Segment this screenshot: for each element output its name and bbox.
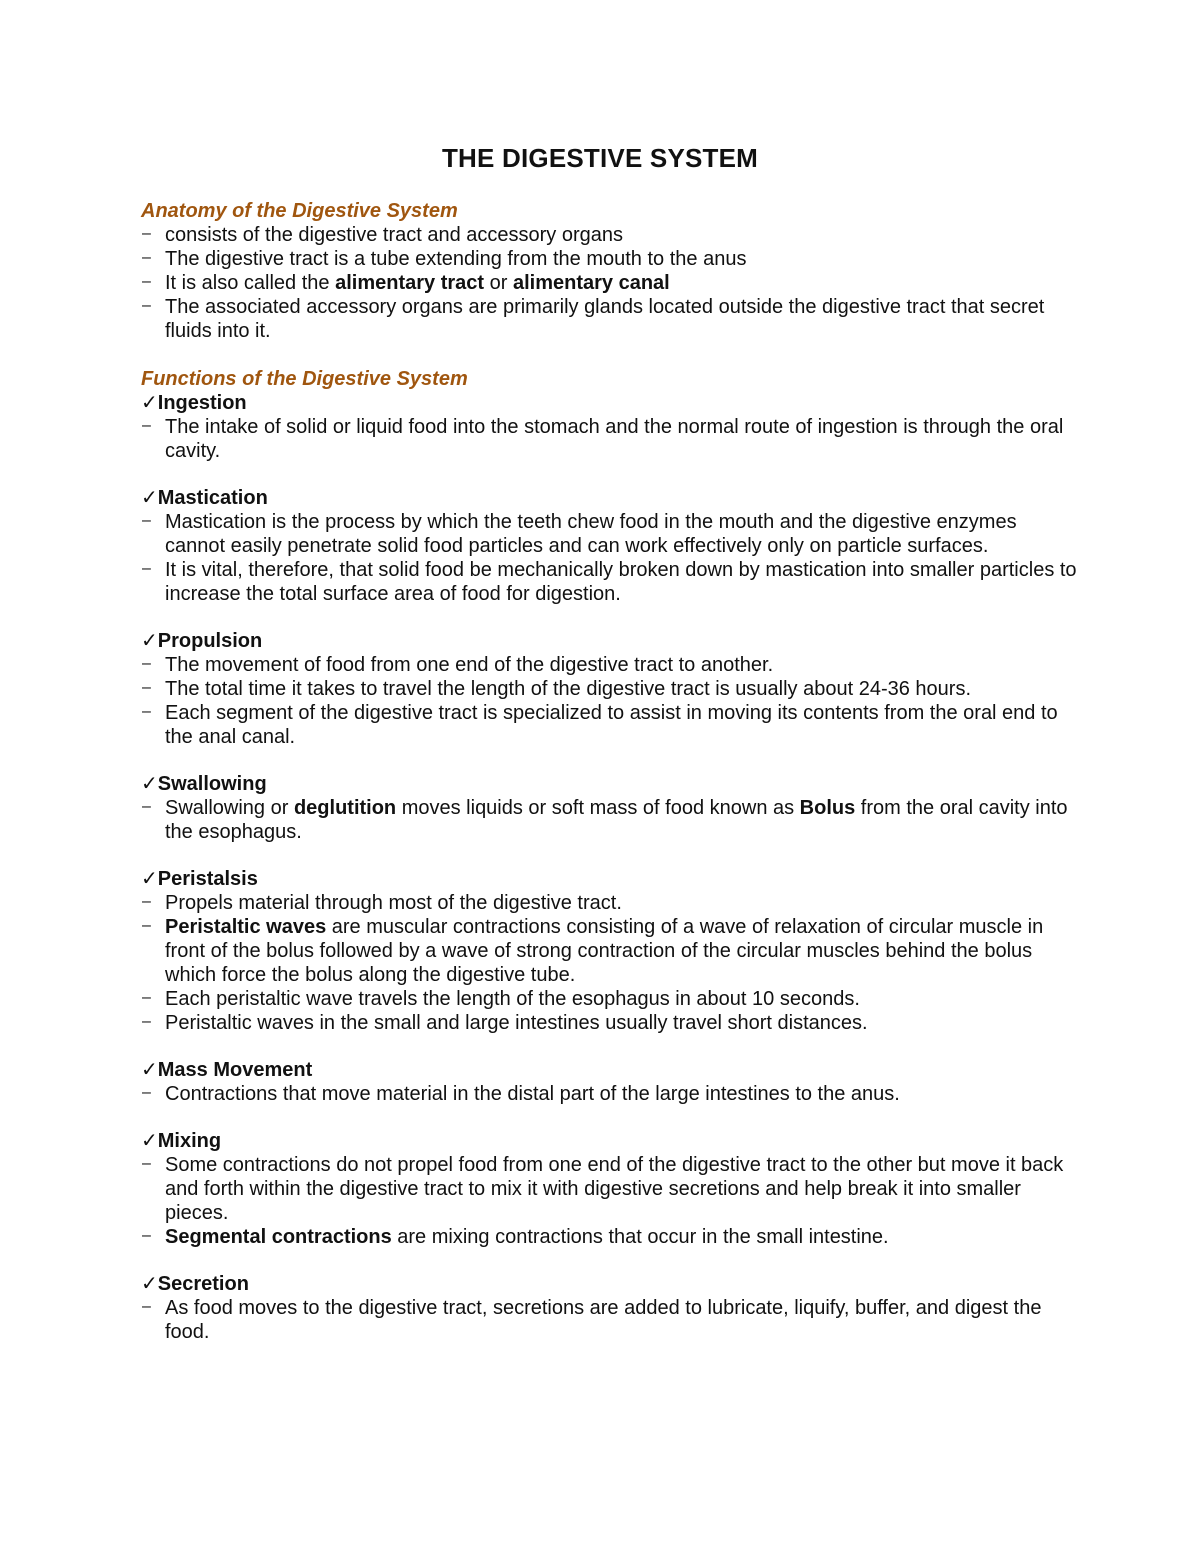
subheading-mastication <box>141 486 1081 510</box>
bold-term: Bolus <box>799 797 856 819</box>
list-item: – Contractions that move material in the distal part of the large intestines to the anus. <box>141 1082 1081 1106</box>
text: are mixing contractions that occur in the small intestine. <box>391 1226 889 1248</box>
page-title: THE DIGESTIVE SYSTEM <box>441 143 759 173</box>
list-item: – Mastication is the process by which the teeth chew food in the mouth and the digestive enzymes cannot easily penetrate solid food particles and can work effectively only on particle surfaces. <box>141 510 1081 558</box>
bold-term: Peristaltic waves <box>165 916 327 938</box>
subheading-label: Swallowing <box>157 773 267 795</box>
checkmark-icon: ✓ <box>141 1130 158 1152</box>
list-item: – Propels material through most of the digestive tract. <box>141 891 1081 915</box>
list-item: – It is vital, therefore, that solid food be mechanically broken down by mastication into smaller particles to increase the total surface area of food for digestion. <box>141 558 1081 606</box>
mixing-list <box>141 1153 1081 1249</box>
list-item <box>141 796 1081 844</box>
peristalsis-list <box>141 891 1081 1035</box>
subheading-secretion <box>141 1272 1081 1296</box>
subheading-ingestion <box>141 391 1081 415</box>
subheading-label: Propulsion <box>157 630 263 652</box>
mass-movement-list <box>141 1082 1081 1106</box>
list-item <box>141 271 1081 295</box>
mastication-list <box>141 510 1081 606</box>
checkmark-icon: ✓ <box>141 392 158 414</box>
anatomy-list <box>141 223 1081 343</box>
checkmark-icon: ✓ <box>141 630 158 652</box>
list-item: – The total time it takes to travel the length of the digestive tract is usually about 24-36 hours. <box>141 677 1081 701</box>
text: Swallowing or <box>165 797 294 819</box>
subheading-propulsion <box>141 629 1081 653</box>
section-heading-functions: Functions of the Digestive System <box>141 368 468 390</box>
text: or <box>484 272 513 294</box>
bold-term: deglutition <box>293 797 397 819</box>
checkmark-icon: ✓ <box>141 868 158 890</box>
subheading-label: Peristalsis <box>157 868 258 890</box>
bold-term: alimentary canal <box>512 272 670 294</box>
subheading-mixing <box>141 1129 1081 1153</box>
subheading-label: Mass Movement <box>157 1059 313 1081</box>
subheading-mass-movement <box>141 1058 1081 1082</box>
list-item: – Some contractions do not propel food from one end of the digestive tract to the other but move it back and forth within the digestive tract to mix it with digestive secretions and help break it into smaller pieces. <box>141 1153 1081 1225</box>
text: from the oral cavity into the esophagus. <box>165 797 1068 843</box>
list-item: – Peristaltic waves in the small and large intestines usually travel short distances. <box>141 1011 1081 1035</box>
swallowing-list <box>141 796 1081 844</box>
section-heading-anatomy: Anatomy of the Digestive System <box>141 200 458 222</box>
text: moves liquids or soft mass of food known as <box>396 797 800 819</box>
subheading-label: Ingestion <box>157 392 247 414</box>
subheading-label: Mastication <box>157 487 268 509</box>
checkmark-icon: ✓ <box>141 773 158 795</box>
checkmark-icon: ✓ <box>141 487 158 509</box>
document-body <box>141 199 1081 1344</box>
subheading-peristalsis <box>141 867 1081 891</box>
list-item: – The digestive tract is a tube extending from the mouth to the anus <box>141 247 1081 271</box>
subheading-label: Secretion <box>157 1273 249 1295</box>
ingestion-list <box>141 415 1081 463</box>
bold-term: alimentary tract <box>335 272 485 294</box>
secretion-list <box>141 1296 1081 1344</box>
list-item <box>141 1225 1081 1249</box>
propulsion-list <box>141 653 1081 749</box>
list-item: – As food moves to the digestive tract, secretions are added to lubricate, liquify, buffer, and digest the food. <box>141 1296 1081 1344</box>
list-item: – consists of the digestive tract and accessory organs <box>141 223 1081 247</box>
subheading-swallowing <box>141 772 1081 796</box>
list-item <box>141 915 1081 987</box>
list-item: – The associated accessory organs are primarily glands located outside the digestive tract that secret fluids into it. <box>141 295 1081 343</box>
list-item: – Each peristaltic wave travels the length of the esophagus in about 10 seconds. <box>141 987 1081 1011</box>
bold-term: Segmental contractions <box>165 1226 392 1248</box>
subheading-label: Mixing <box>157 1130 222 1152</box>
checkmark-icon: ✓ <box>141 1059 158 1081</box>
list-item: – Each segment of the digestive tract is specialized to assist in moving its contents from the oral end to the anal canal. <box>141 701 1081 749</box>
checkmark-icon: ✓ <box>141 1273 158 1295</box>
text: are muscular contractions consisting of a wave of relaxation of circular muscle in front of the bolus followed by a wave of strong contraction of the circular muscles behind the bolus which force the bolus along the digestive tube. <box>165 916 1044 986</box>
text: It is also called the <box>165 272 336 294</box>
list-item: – The intake of solid or liquid food into the stomach and the normal route of ingestion is through the oral cavity. <box>141 415 1081 463</box>
list-item: – The movement of food from one end of the digestive tract to another. <box>141 653 1081 677</box>
